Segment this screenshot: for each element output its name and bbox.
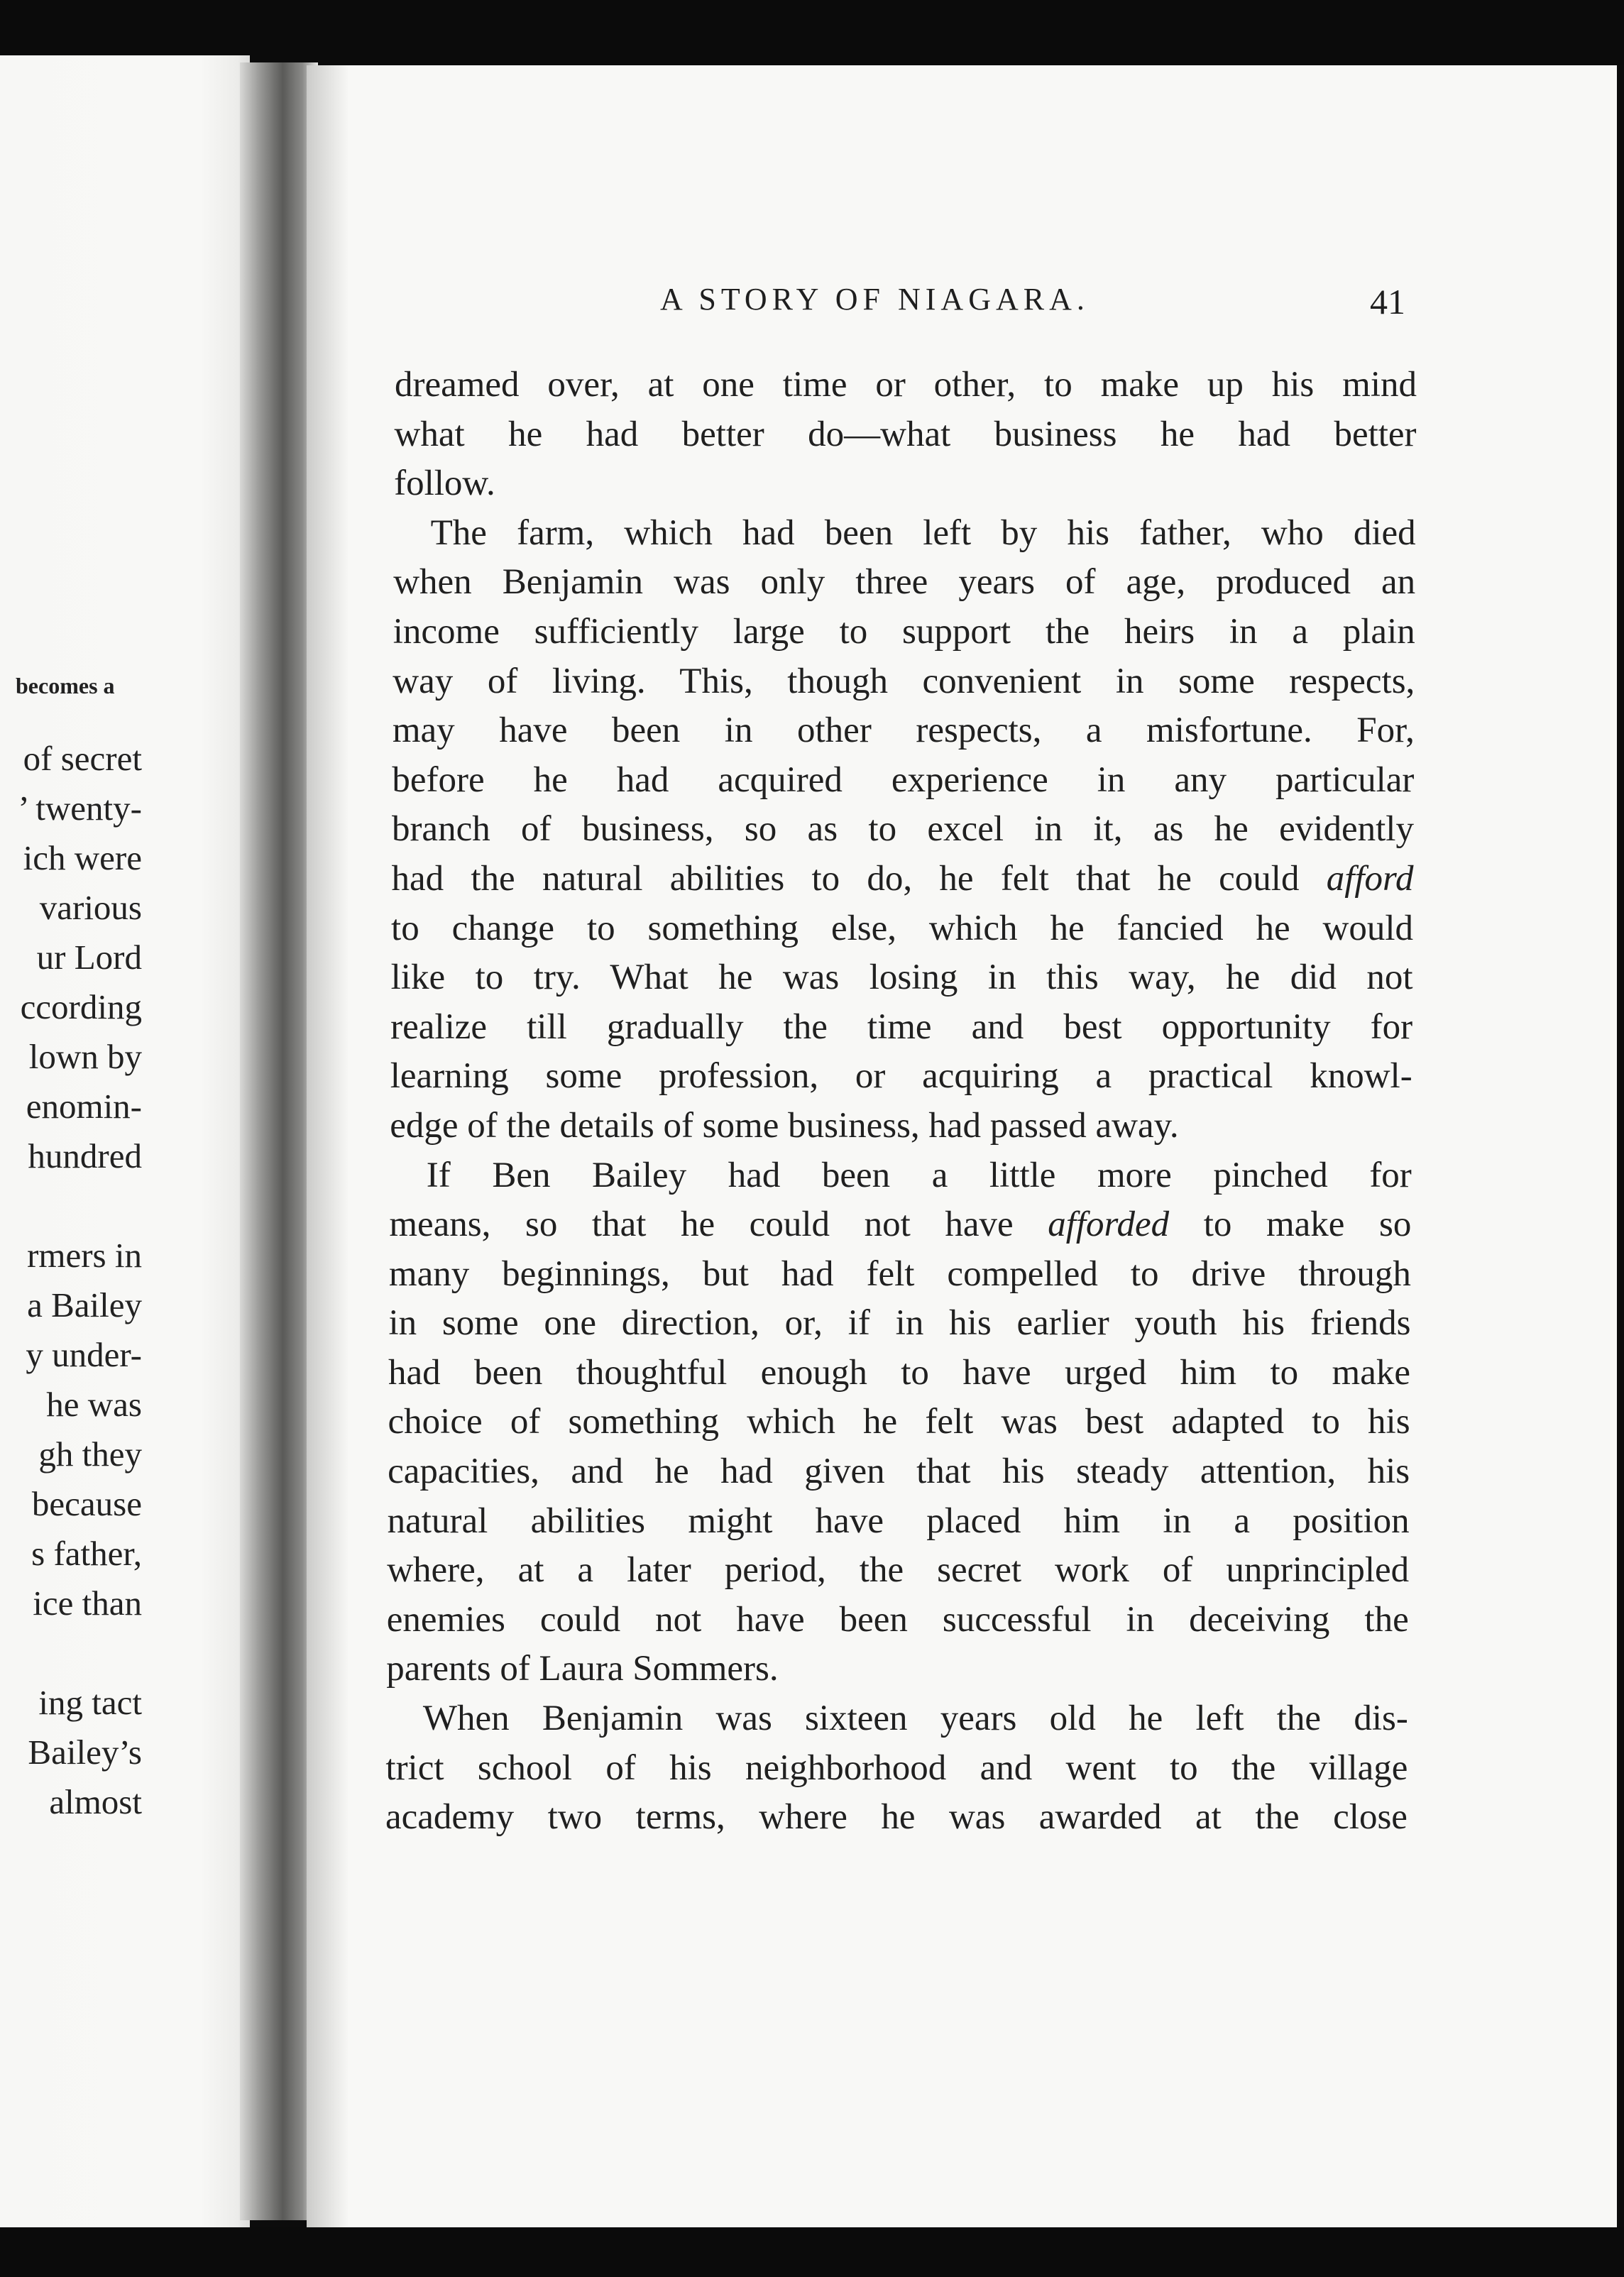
text-run: enemies could not have been successful in deceiving the [386,1599,1409,1640]
previous-page-line: ich were [23,838,142,877]
text-line [391,904,1413,954]
text-run: means, so that he could not have [389,1205,1048,1245]
text-line [390,1151,1412,1201]
italic-word: afford [1326,858,1414,899]
text-run: The farm, which had been left by his father, who died [430,512,1416,553]
previous-page-line: enomin- [26,1087,142,1126]
previous-page-line: because [31,1484,142,1523]
text-line [392,805,1414,855]
text-run: income sufficiently large to support the heirs in a plain [393,611,1415,652]
text-run: in some one direction, or, if in his earlier youth his friends [388,1303,1411,1344]
text-run: way of living. This, though convenient in some respects, [393,661,1415,701]
previous-page-line: ’ twenty- [18,789,142,828]
text-line [389,1200,1411,1250]
previous-page-line: of secret [23,739,142,778]
text-run: to make so [1169,1205,1412,1245]
previous-page-line: almost [49,1782,142,1821]
text-run: to change to something else, which he fancied he would [391,908,1414,948]
text-line [390,1003,1412,1053]
previous-page-line: ccording [20,987,142,1026]
text-line [393,558,1415,608]
text-line [388,1447,1410,1497]
text-run: choice of something which he felt was best adapted to his [388,1402,1410,1442]
text-run: like to try. What he was losing in this way, he did not [390,958,1413,998]
text-run: realize till gradually the time and best opportunity for [390,1006,1413,1047]
previous-page-line: hundred [28,1136,142,1175]
text-line [392,756,1414,806]
text-line [395,410,1417,460]
text-run: may have been in other respects, a misfortune. For, [392,710,1415,751]
text-line [394,509,1416,559]
scan-bottom-border [0,2227,1624,2277]
text-run: what he had better do—what business he had better [394,414,1417,454]
text-line [389,1250,1411,1300]
text-run: trict school of his neighborhood and went to the village [385,1747,1408,1788]
text-line [387,1596,1409,1645]
body-text [385,361,1417,1843]
text-line [388,1349,1410,1398]
page-number: 41 [1370,282,1405,322]
margin-note: becomes a [16,673,115,698]
text-run: learning some profession, or acquiring a practical knowl- [390,1056,1412,1097]
text-line [386,1694,1408,1744]
text-run: capacities, and he had given that his steady attention, his [388,1452,1410,1492]
previous-page-line: s father, [31,1534,142,1573]
text-run: follow. [394,463,495,504]
text-run: had been thoughtful enough to have urged him to make [388,1352,1410,1393]
previous-page-line: a Bailey [27,1285,142,1324]
text-run: many beginnings, but had felt compelled to drive through [388,1253,1411,1294]
text-line [392,855,1414,904]
text-run: If Ben Bailey had been a little more pinched for [426,1155,1412,1195]
text-line [393,706,1415,756]
previous-page-line: ur Lord [36,938,142,977]
running-head: A STORY OF NIAGARA. [660,282,1090,317]
text-line [385,1793,1408,1843]
text-run: edge of the details of some business, had passed away. [390,1105,1179,1146]
text-run: branch of business, so as to excel in it, as he evidently [391,809,1414,850]
text-line [391,953,1413,1003]
previous-page-line: lown by [28,1037,142,1076]
text-run: dreamed over, at one time or other, to make up his mind [395,365,1417,405]
text-line [387,1546,1409,1596]
text-line [395,361,1417,410]
text-run: parents of Laura Sommers. [386,1649,779,1689]
text-run: academy two terms, where he was awarded at the close [385,1797,1408,1838]
text-run: where, at a later period, the secret work of unprincipled [387,1550,1410,1591]
previous-page-line: rmers in [27,1236,142,1275]
text-line [388,1299,1410,1349]
text-run: when Benjamin was only three years of age, produced an [393,562,1416,603]
text-line [386,1645,1408,1694]
text-line [385,1744,1408,1794]
text-line [388,1497,1410,1547]
previous-page-line: ing tact [38,1683,142,1722]
text-run: before he had acquired experience in any particular [392,759,1415,800]
previous-page-line: ice than [33,1584,142,1623]
text-run: had the natural abilities to do, he felt that he could [391,858,1327,899]
italic-word: afforded [1048,1205,1170,1245]
previous-page-line: he was [46,1385,142,1424]
previous-page-line: y under- [26,1335,142,1374]
text-line [390,1052,1412,1102]
text-line [390,1102,1412,1151]
previous-page-line: Bailey’s [28,1733,142,1772]
previous-page-line: various [39,888,142,927]
text-run: natural abilities might have placed him in a position [387,1500,1410,1541]
text-line [388,1398,1410,1447]
previous-page [0,55,250,2227]
text-line [394,459,1416,509]
previous-page-line: gh they [38,1434,142,1474]
text-run: When Benjamin was sixteen years old he left the dis- [422,1699,1408,1739]
text-line [393,608,1415,657]
text-line [393,657,1415,707]
